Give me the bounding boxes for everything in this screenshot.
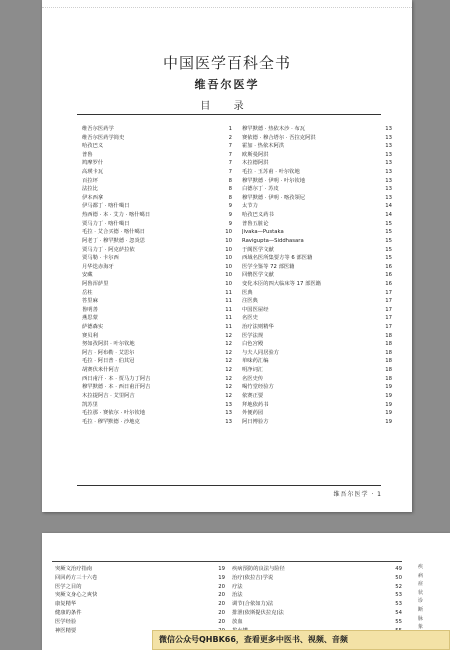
toc-entry-title: 木拉德阿洪 xyxy=(242,160,269,167)
toc-entry-page: 11 xyxy=(225,289,232,296)
toc-entry-page: 11 xyxy=(225,315,232,322)
toc-entry-title: 疾病预防的良法与险径 xyxy=(232,566,285,572)
toc-entry-title: 变化本臣的四大临床等 17 部医籍 xyxy=(242,280,321,287)
toc-entry-title: 维吾尔医药学 xyxy=(82,126,114,132)
toc-entry-page: 12 xyxy=(225,349,232,356)
toc-entry xyxy=(82,366,232,375)
toc-entry-page: 13 xyxy=(385,194,392,201)
toc-entry xyxy=(242,185,392,194)
toc-entry-page: 18 xyxy=(385,349,392,356)
toc-entry xyxy=(82,306,232,315)
toc-entry-title: 穆罕默德 · 热依木沙 · 布瓦 xyxy=(242,126,306,132)
toc-entry-page: 8 xyxy=(228,177,232,184)
toc-entry-page: 13 xyxy=(385,160,392,167)
toc-entry-page: 10 xyxy=(225,255,232,262)
toc-entry xyxy=(242,332,392,341)
toc-entry xyxy=(242,134,392,143)
toc-entry xyxy=(232,591,402,600)
toc-entry-page: 19 xyxy=(385,410,392,417)
toc-entry-title: 西日甫汗 · 本 · 贾马力丁阿吉 xyxy=(82,375,151,382)
toc-entry-page: 12 xyxy=(225,367,232,374)
toc-entry xyxy=(242,220,392,229)
toc-entry-page: 17 xyxy=(385,298,392,305)
toc-entry-page: 53 xyxy=(395,592,402,599)
toc-entry-title: 维吾尔医药学简史 xyxy=(82,134,125,141)
toc-entry xyxy=(55,600,225,609)
toc-entry xyxy=(82,220,232,229)
toc-entry xyxy=(242,289,392,298)
toc-entry-page: 19 xyxy=(385,401,392,408)
toc-entry-page: 10 xyxy=(225,263,232,270)
toc-entry-page: 18 xyxy=(385,341,392,348)
toc-entry-page: 20 xyxy=(218,592,225,599)
toc-entry-page: 16 xyxy=(385,263,392,270)
toc-entry xyxy=(242,177,392,186)
toc-entry-title: 毛拉 · 阿日普 · 伯其冠 xyxy=(82,358,135,365)
toc-entry-page: 55 xyxy=(395,618,402,625)
toc-entry-page: 18 xyxy=(385,358,392,365)
toc-entry-page: 17 xyxy=(385,315,392,322)
toc-entry xyxy=(232,583,402,592)
toc-entry-title: 赛依德 · 穆合塔尔 · 吾拉克阿洪 xyxy=(242,134,316,141)
toc-entry-title: 法拉比 xyxy=(82,186,98,193)
toc-entry-title: 西域名医所集要方等 6 部医籍 xyxy=(242,255,313,262)
toc-entry xyxy=(242,357,392,366)
toc-entry-page: 52 xyxy=(395,583,402,590)
toc-entry-title: 健康的条件 xyxy=(55,609,82,616)
toc-entry-page: 12 xyxy=(225,392,232,399)
toc-entry xyxy=(82,134,232,143)
toc-entry-page: 10 xyxy=(225,272,232,279)
side-entry: 象 xyxy=(418,624,424,631)
toc-entry-title: Ravigupta—Siddhasara xyxy=(242,237,304,244)
toc-entry-page: 13 xyxy=(385,169,392,176)
toc-entry-title: 单味药汇编 xyxy=(242,358,269,365)
toc-entry-title: 白德尔丁 · 苏皮 xyxy=(242,186,279,193)
toc-entry xyxy=(55,618,225,627)
toc-entry xyxy=(232,574,402,583)
toc-entry-page: 12 xyxy=(225,358,232,365)
toc-entry-page: 10 xyxy=(225,229,232,236)
toc-entry-page: 15 xyxy=(385,229,392,236)
toc-entry-title: 赛贝利 xyxy=(82,332,98,339)
toc-entry-title: 突厥文身心之爽快 xyxy=(55,592,98,599)
toc-entry-page: 13 xyxy=(225,410,232,417)
page-footer: 维吾尔医学 · 1 xyxy=(333,491,382,498)
toc-entry xyxy=(82,142,232,151)
toc-entry-title: 排泄(依斯提伏拉克)法 xyxy=(232,609,284,616)
previous-page-edge xyxy=(42,0,412,8)
toc-entry-title: 伊本西拿 xyxy=(82,194,104,201)
toc-entry-title: 鲁明善 xyxy=(82,306,98,313)
toc-entry-title: 外便药园 xyxy=(242,410,264,417)
toc-entry-title: 拜地依药书 xyxy=(242,401,269,408)
toc-entry xyxy=(55,565,225,574)
toc-entry-title: 阿鲁浑萨里 xyxy=(82,280,109,287)
toc-entry xyxy=(55,574,225,583)
toc-entry-title: 热西德 · 本 · 艾力 · 喀什噶日 xyxy=(82,212,151,219)
toc-right-column xyxy=(242,125,392,426)
toc-entry-title: 凯苏里 xyxy=(82,401,98,408)
toc-entry xyxy=(242,383,392,392)
side-entry: 疾 xyxy=(418,564,424,570)
toc-entry xyxy=(242,375,392,384)
toc-entry-page: 11 xyxy=(225,324,232,331)
toc-entry xyxy=(82,211,232,220)
toc-entry-title: 阿日博验方 xyxy=(242,418,269,425)
toc-entry xyxy=(242,159,392,168)
toc-entry-page: 13 xyxy=(385,134,392,141)
toc-entry-page: 13 xyxy=(385,186,392,193)
toc-entry-page: 10 xyxy=(225,246,232,253)
toc-entry-page: 9 xyxy=(228,203,232,210)
toc-entry xyxy=(232,618,402,627)
toc-entry-page: 49 xyxy=(395,566,402,572)
toc-entry xyxy=(242,194,392,203)
toc-entry-page: 53 xyxy=(395,601,402,608)
toc-entry-page: 11 xyxy=(225,298,232,305)
toc-entry-title: 伊马都丁 · 喀什噶日 xyxy=(82,203,130,210)
toc-entry-title: 毛拉 · 穆罕默德 · 沙地克 xyxy=(82,418,140,425)
toc-entry xyxy=(242,392,392,401)
toc-page-2-right-column xyxy=(232,565,402,635)
toc-entry-page: 19 xyxy=(218,574,225,581)
toc-entry-title: 于阗医学文献 xyxy=(242,246,274,253)
page-2-divider xyxy=(52,561,402,562)
footer-divider xyxy=(77,485,381,486)
toc-entry xyxy=(82,228,232,237)
toc-entry-title: 普鲁五脏论 xyxy=(242,220,269,227)
toc-entry-title: 燕思蒙 xyxy=(82,315,98,322)
toc-entry-title: 太节力 xyxy=(242,203,258,210)
toc-entry-page: 18 xyxy=(385,375,392,382)
toc-entry-title: 回鹘医学文献 xyxy=(242,272,274,279)
toc-entry-page: 7 xyxy=(228,169,232,176)
toc-entry-page: 7 xyxy=(228,160,232,167)
toc-entry-page: 13 xyxy=(385,126,392,132)
toc-entry xyxy=(82,202,232,211)
toc-entry-title: 医学经验 xyxy=(55,618,77,625)
toc-entry xyxy=(55,609,225,618)
toc-entry-page: 54 xyxy=(395,609,402,616)
toc-entry xyxy=(82,185,232,194)
toc-entry xyxy=(242,211,392,220)
toc-entry-title: 阿吉 · 阿布勒 · 艾思尔 xyxy=(82,349,135,356)
toc-entry-page: 12 xyxy=(225,341,232,348)
toc-entry-title: 贾马勒 · 卡尔西 xyxy=(82,255,119,262)
book-title: 中国医学百科全书 xyxy=(162,54,291,72)
toc-entry xyxy=(82,357,232,366)
toc-entry xyxy=(242,366,392,375)
toc-entry-title: 回回药方三十六卷 xyxy=(55,574,98,581)
toc-page-2-side-column xyxy=(418,563,446,632)
toc-entry xyxy=(82,194,232,203)
side-entry: 断 xyxy=(418,606,424,613)
toc-entry-page: 19 xyxy=(218,566,225,572)
toc-entry xyxy=(242,125,392,134)
toc-entry xyxy=(242,202,392,211)
toc-entry-page: 20 xyxy=(218,601,225,608)
toc-entry-title: 霍加 · 热依木阿洪 xyxy=(242,143,285,150)
toc-entry-title: 萨德森实 xyxy=(82,324,104,331)
toc-entry-page: 9 xyxy=(228,212,232,219)
toc-entry-title: 治法 xyxy=(232,592,243,599)
toc-entry xyxy=(242,314,392,323)
toc-entry-title: 医学全鉴等 72 部医籍 xyxy=(242,263,295,270)
toc-entry-title: 名医史 xyxy=(242,315,258,322)
toc-entry xyxy=(82,383,232,392)
toc-entry xyxy=(242,151,392,160)
toc-entry xyxy=(242,418,392,427)
side-entry: 状 xyxy=(418,589,424,596)
side-entry: 症 xyxy=(418,581,424,588)
toc-entry-title: 木拉提阿吉 · 艾里阿吉 xyxy=(82,392,135,399)
toc-entry-page: 17 xyxy=(385,306,392,313)
toc-entry-page: 10 xyxy=(225,280,232,287)
toc-entry xyxy=(242,297,392,306)
toc-entry xyxy=(82,332,232,341)
toc-entry-title: Jivaka—Pustaka xyxy=(242,229,284,236)
toc-entry xyxy=(82,418,232,427)
toc-entry xyxy=(55,583,225,592)
toc-page-2-left-column xyxy=(55,565,225,635)
toc-entry-title: 毛拉 · 艾合买德 · 喀什噶日 xyxy=(82,229,146,236)
toc-entry xyxy=(242,401,392,410)
toc-entry xyxy=(82,246,232,255)
toc-entry xyxy=(82,297,232,306)
toc-entry xyxy=(82,168,232,177)
toc-entry-page: 20 xyxy=(218,609,225,616)
toc-entry-title: 明净词汇 xyxy=(242,367,264,374)
toc-entry-page: 19 xyxy=(385,384,392,391)
toc-entry-title: 名医史传 xyxy=(242,375,264,382)
toc-entry xyxy=(82,375,232,384)
toc-entry-page: 13 xyxy=(225,401,232,408)
toc-entry-page: 10 xyxy=(225,237,232,244)
toc-entry-page: 17 xyxy=(385,289,392,296)
toc-entry xyxy=(82,125,232,134)
toc-entry-page: 12 xyxy=(225,375,232,382)
toc-entry-page: 15 xyxy=(385,255,392,262)
toc-entry-title: 鸠摩罗什 xyxy=(82,160,104,167)
toc-entry-page: 13 xyxy=(385,143,392,150)
toc-entry xyxy=(242,263,392,272)
toc-entry-title: 答里麻 xyxy=(82,298,98,305)
toc-entry xyxy=(232,565,402,574)
toc-entry-page: 16 xyxy=(385,280,392,287)
toc-entry-title: 毛拉那 · 赛依尔 · 叶尔钦地 xyxy=(82,410,146,417)
watermark-banner: 微信公众号QHBK66，查看更多中医书、视频、音频 xyxy=(152,630,450,650)
toc-entry-title: 医学法规 xyxy=(242,332,264,339)
toc-entry-page: 9 xyxy=(228,220,232,227)
toc-entry-title: 普鲁 xyxy=(82,151,93,158)
toc-entry-page: 7 xyxy=(228,143,232,150)
toc-entry-page: 19 xyxy=(385,418,392,425)
toc-entry-title: 安藏 xyxy=(82,272,93,279)
toc-entry-title: 哈孜巴义药书 xyxy=(242,212,274,219)
toc-entry xyxy=(82,323,232,332)
toc-entry xyxy=(242,254,392,263)
toc-entry-page: 7 xyxy=(228,151,232,158)
toc-entry-title: 阿老丁 · 穆罕默德 · 忽炎思 xyxy=(82,237,146,244)
toc-entry-title: 穆罕默德 · 本 · 西日甫汗阿吉 xyxy=(82,384,151,391)
toc-entry-title: 中国医屋经 xyxy=(242,306,269,313)
toc-entry xyxy=(242,340,392,349)
toc-entry xyxy=(82,159,232,168)
toc-entry xyxy=(242,168,392,177)
side-entry: 脉 xyxy=(418,615,424,622)
toc-left-column xyxy=(82,125,232,426)
toc-entry-page: 12 xyxy=(225,332,232,339)
toc-entry-page: 15 xyxy=(385,246,392,253)
toc-entry xyxy=(242,306,392,315)
toc-entry-page: 1 xyxy=(228,126,232,132)
toc-entry-page: 8 xyxy=(228,194,232,201)
toc-entry-page: 19 xyxy=(385,392,392,399)
toc-entry-title: 胡赛伏米什阿吉 xyxy=(82,367,120,374)
toc-entry xyxy=(82,263,232,272)
heading-divider xyxy=(77,114,381,115)
toc-entry-page: 20 xyxy=(218,583,225,590)
toc-entry-title: 医典 xyxy=(242,289,253,296)
toc-entry-title: 欧斯曼阿洪 xyxy=(242,151,269,158)
toc-entry xyxy=(82,177,232,186)
toc-entry-title: 贾马力丁 · 喀什噶日 xyxy=(82,220,130,227)
toc-entry-page: 13 xyxy=(225,418,232,425)
toc-entry-title: 突厥文治疗指南 xyxy=(55,566,93,572)
toc-entry xyxy=(82,151,232,160)
toc-entry-title: 白色宫殿 xyxy=(242,341,264,348)
toc-entry xyxy=(82,237,232,246)
toc-entry-title: 放血 xyxy=(232,618,243,625)
toc-entry xyxy=(82,340,232,349)
toc-entry-page: 17 xyxy=(385,324,392,331)
toc-entry-title: 神医精要 xyxy=(55,627,77,634)
toc-entry-page: 8 xyxy=(228,186,232,193)
toc-entry-page: 15 xyxy=(385,237,392,244)
toc-entry xyxy=(232,600,402,609)
toc-entry-page: 13 xyxy=(385,151,392,158)
toc-entry-title: 月华迭赤海牙 xyxy=(82,263,114,270)
toc-entry-title: 治疗法则精华 xyxy=(242,324,274,331)
toc-entry xyxy=(242,409,392,418)
toc-entry-page: 12 xyxy=(225,384,232,391)
toc-entry-title: 依赛正要 xyxy=(242,392,264,399)
toc-entry xyxy=(242,246,392,255)
toc-entry-page: 13 xyxy=(385,177,392,184)
toc-entry-page: 18 xyxy=(385,367,392,374)
book-subtitle: 维吾尔医学 xyxy=(194,78,260,91)
toc-entry xyxy=(242,237,392,246)
toc-entry xyxy=(242,142,392,151)
toc-entry xyxy=(232,609,402,618)
toc-entry xyxy=(242,271,392,280)
toc-entry-page: 14 xyxy=(385,212,392,219)
toc-entry-title: 穆罕默德 · 伊明 · 喀孜领尼 xyxy=(242,194,306,201)
toc-entry-page: 14 xyxy=(385,203,392,210)
toc-entry-title: 穆罕默德 · 伊明 · 叶尔钦地 xyxy=(242,177,306,184)
toc-entry xyxy=(82,349,232,358)
toc-entry-title: 毛拉 · 玉苏甫 · 叶尔钦地 xyxy=(242,169,300,176)
toc-entry-title: 高瑛卡瓦 xyxy=(82,169,104,176)
toc-entry xyxy=(242,349,392,358)
toc-entry-title: 喝竹堂经验方 xyxy=(242,384,274,391)
toc-entry xyxy=(82,289,232,298)
toc-entry xyxy=(82,401,232,410)
side-entry: 诊 xyxy=(418,598,424,605)
toc-entry xyxy=(55,591,225,600)
toc-entry xyxy=(242,323,392,332)
toc-entry-title: 百拉坪 xyxy=(82,177,98,184)
toc-entry-page: 2 xyxy=(228,134,232,141)
toc-entry-title: 岳柱 xyxy=(82,289,93,296)
toc-entry-page: 16 xyxy=(385,272,392,279)
toc-entry-title: 疗法 xyxy=(232,583,243,590)
toc-entry xyxy=(82,254,232,263)
toc-entry-title: 医学之目的 xyxy=(55,583,82,590)
toc-entry xyxy=(242,280,392,289)
toc-entry-title: 注医典 xyxy=(242,298,258,305)
toc-entry xyxy=(82,392,232,401)
toc-entry-title: 治疗(依拉吉)学说 xyxy=(232,574,274,581)
side-entry: 病 xyxy=(418,572,424,579)
toc-entry xyxy=(82,314,232,323)
toc-entry-page: 15 xyxy=(385,220,392,227)
toc-entry-title: 调节(合依如力)法 xyxy=(232,601,274,608)
toc-entry-title: 康复精华 xyxy=(55,601,77,608)
toc-entry xyxy=(82,271,232,280)
toc-page-1 xyxy=(42,0,412,512)
toc-entry xyxy=(242,228,392,237)
toc-entry-page: 50 xyxy=(395,574,402,581)
toc-entry-title: 哈孜巴义 xyxy=(82,143,104,150)
toc-entry-page: 18 xyxy=(385,332,392,339)
toc-entry-title: 与夫人同居验方 xyxy=(242,349,280,356)
toc-entry xyxy=(82,280,232,289)
toc-entry-page: 20 xyxy=(218,618,225,625)
toc-entry xyxy=(82,409,232,418)
toc-entry-page: 11 xyxy=(225,306,232,313)
toc-entry-title: 贾马力丁 · 阿克萨拉依 xyxy=(82,246,135,253)
toc-heading: 目 录 xyxy=(200,101,254,112)
toc-entry-title: 努如孜阿洪 · 叶尔钦地 xyxy=(82,341,135,348)
